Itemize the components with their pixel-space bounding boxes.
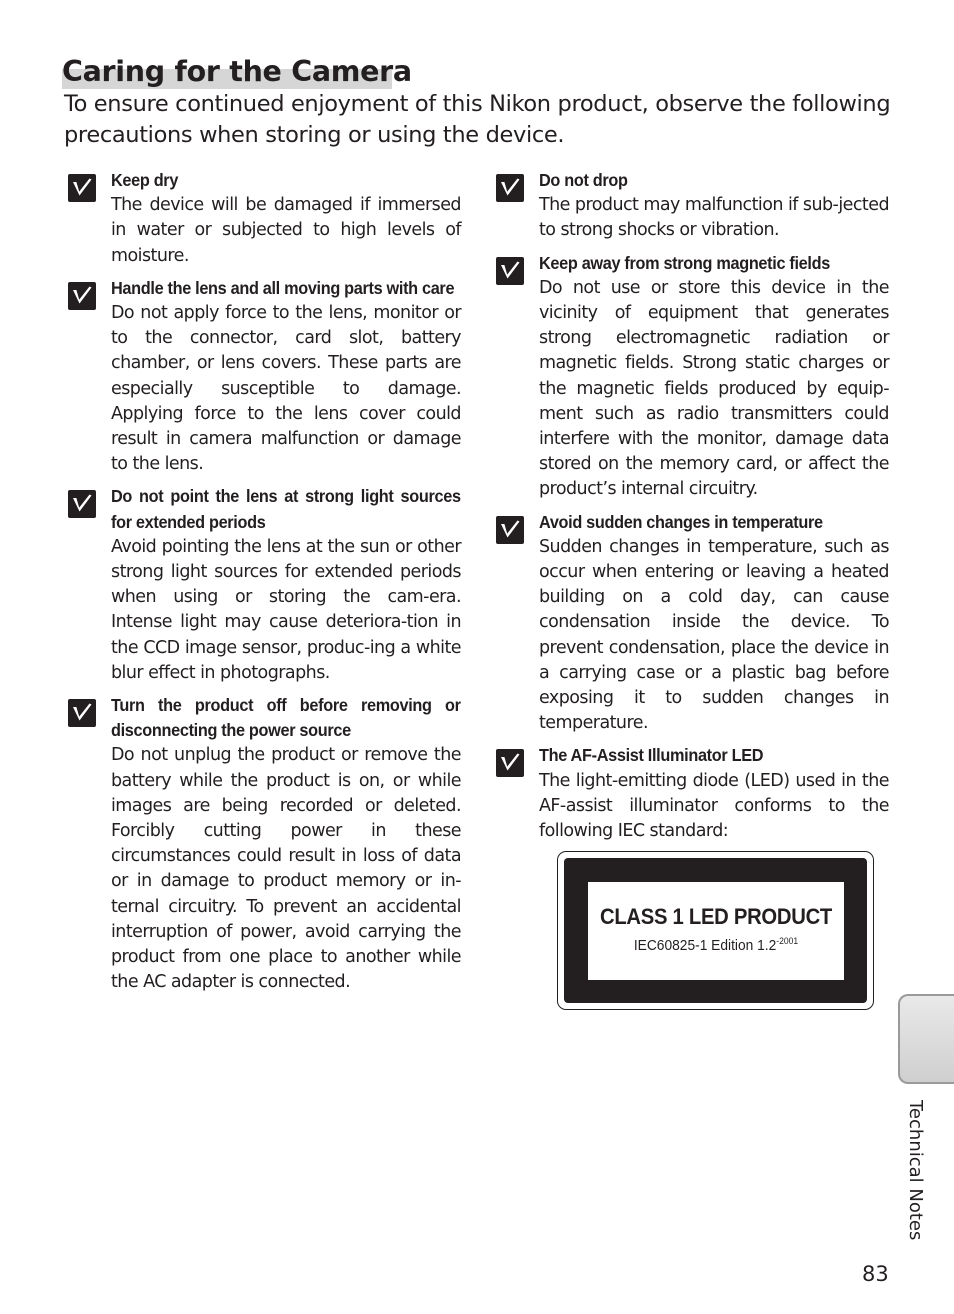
- item-body: Avoid pointing the lens at the sun or other strong light sources for extended periods when using or storing the cam-era. Intense light may cause deteriora-tion in the CCD image sensor, produc-ing a white blur effect in photographs.: [111, 536, 461, 683]
- precaution-item: [496, 510, 888, 737]
- checkmark-icon: [68, 699, 96, 727]
- item-body: Do not unplug the product or remove the battery while the product is on, or while images are being recorded or deleted. Forcibly cutting power in these circumstances could result in loss of data or in damage to product memory or in-ternal circuitry. To prevent an accidental interruption of power, avoid carrying the product from one place to another while the AC adapter is connected.: [111, 745, 461, 993]
- item-body: Do not apply force to the lens, monitor or to the connector, card slot, battery chamber, or lens covers. These parts are especially susceptible to damage. Applying force to the lens cover could result in camera malfunction or damage to the lens.: [111, 303, 461, 475]
- led-class-label: [557, 851, 874, 1010]
- item-body: The device will be damaged if immersed in water or subjected to high levels of moisture.: [111, 195, 461, 266]
- precaution-item: [68, 276, 460, 478]
- item-body: The product may malfunction if sub-jected to strong shocks or vibration.: [539, 195, 890, 241]
- item-title: Keep away from strong magnetic fields: [539, 252, 830, 273]
- item-title: Handle the lens and all moving parts with care: [111, 277, 455, 298]
- item-title: Do not drop: [539, 170, 628, 190]
- led-label-title: CLASS 1 LED PRODUCT: [599, 904, 833, 929]
- page-number: 83: [862, 1262, 889, 1286]
- precaution-item: [496, 168, 888, 244]
- item-title: Turn the product off before removing or disconnecting the power source: [111, 695, 461, 741]
- led-label-frame: [564, 858, 867, 1003]
- right-column: [496, 168, 888, 844]
- section-thumb-tab: [898, 994, 954, 1084]
- precaution-item: [68, 168, 460, 269]
- checkmark-icon: [496, 516, 524, 544]
- item-body: The light-emitting diode (LED) used in the AF-assist illuminator conforms to the following IEC standard:: [539, 770, 889, 842]
- page-title: Caring for the Camera: [62, 55, 412, 88]
- item-body: Sudden changes in temperature, such as occur when entering or leaving a heated building on a cold day, can cause condensation inside the device. To prevent condensation, place the device in a carrying case or a plastic bag before exposing it to sudden changes in temperature.: [539, 536, 889, 734]
- intro-text: To ensure continued enjoyment of this Nikon product, observe the following precautions when storing or using the device.: [64, 91, 891, 148]
- checkmark-icon: [68, 174, 96, 202]
- precaution-item: [496, 251, 888, 503]
- section-tab-label: Technical Notes: [905, 1100, 926, 1241]
- precaution-item: [68, 693, 460, 995]
- checkmark-icon: [496, 749, 524, 777]
- precaution-item: [496, 743, 888, 844]
- checkmark-icon: [68, 490, 96, 518]
- checkmark-icon: [496, 257, 524, 285]
- left-column: [68, 168, 460, 996]
- item-title: Avoid sudden changes in temperature: [539, 511, 823, 532]
- item-title: Do not point the lens at strong light sources for extended periods: [111, 486, 461, 532]
- page-title-wrap: [62, 55, 412, 89]
- led-label-superscript: -2001: [776, 936, 799, 947]
- checkmark-icon: [496, 174, 524, 202]
- precaution-item: [68, 484, 460, 686]
- led-label-standard: [594, 931, 837, 955]
- led-label-standard-text: IEC60825-1 Edition 1.2: [633, 938, 777, 954]
- led-label-panel: [588, 882, 844, 980]
- item-body: Do not use or store this device in the vicinity of equipment that generates strong electromagnetic radiation or magnetic fields. Strong static charges or the magnetic fields produced by equip-ment such as radio transmitters could interfere with the monitor, damage data stored on the memory card, or affect the product’s internal circuitry.: [539, 277, 889, 500]
- item-title: Keep dry: [111, 170, 179, 190]
- item-title: The AF-Assist Illuminator LED: [539, 745, 764, 766]
- checkmark-icon: [68, 282, 96, 310]
